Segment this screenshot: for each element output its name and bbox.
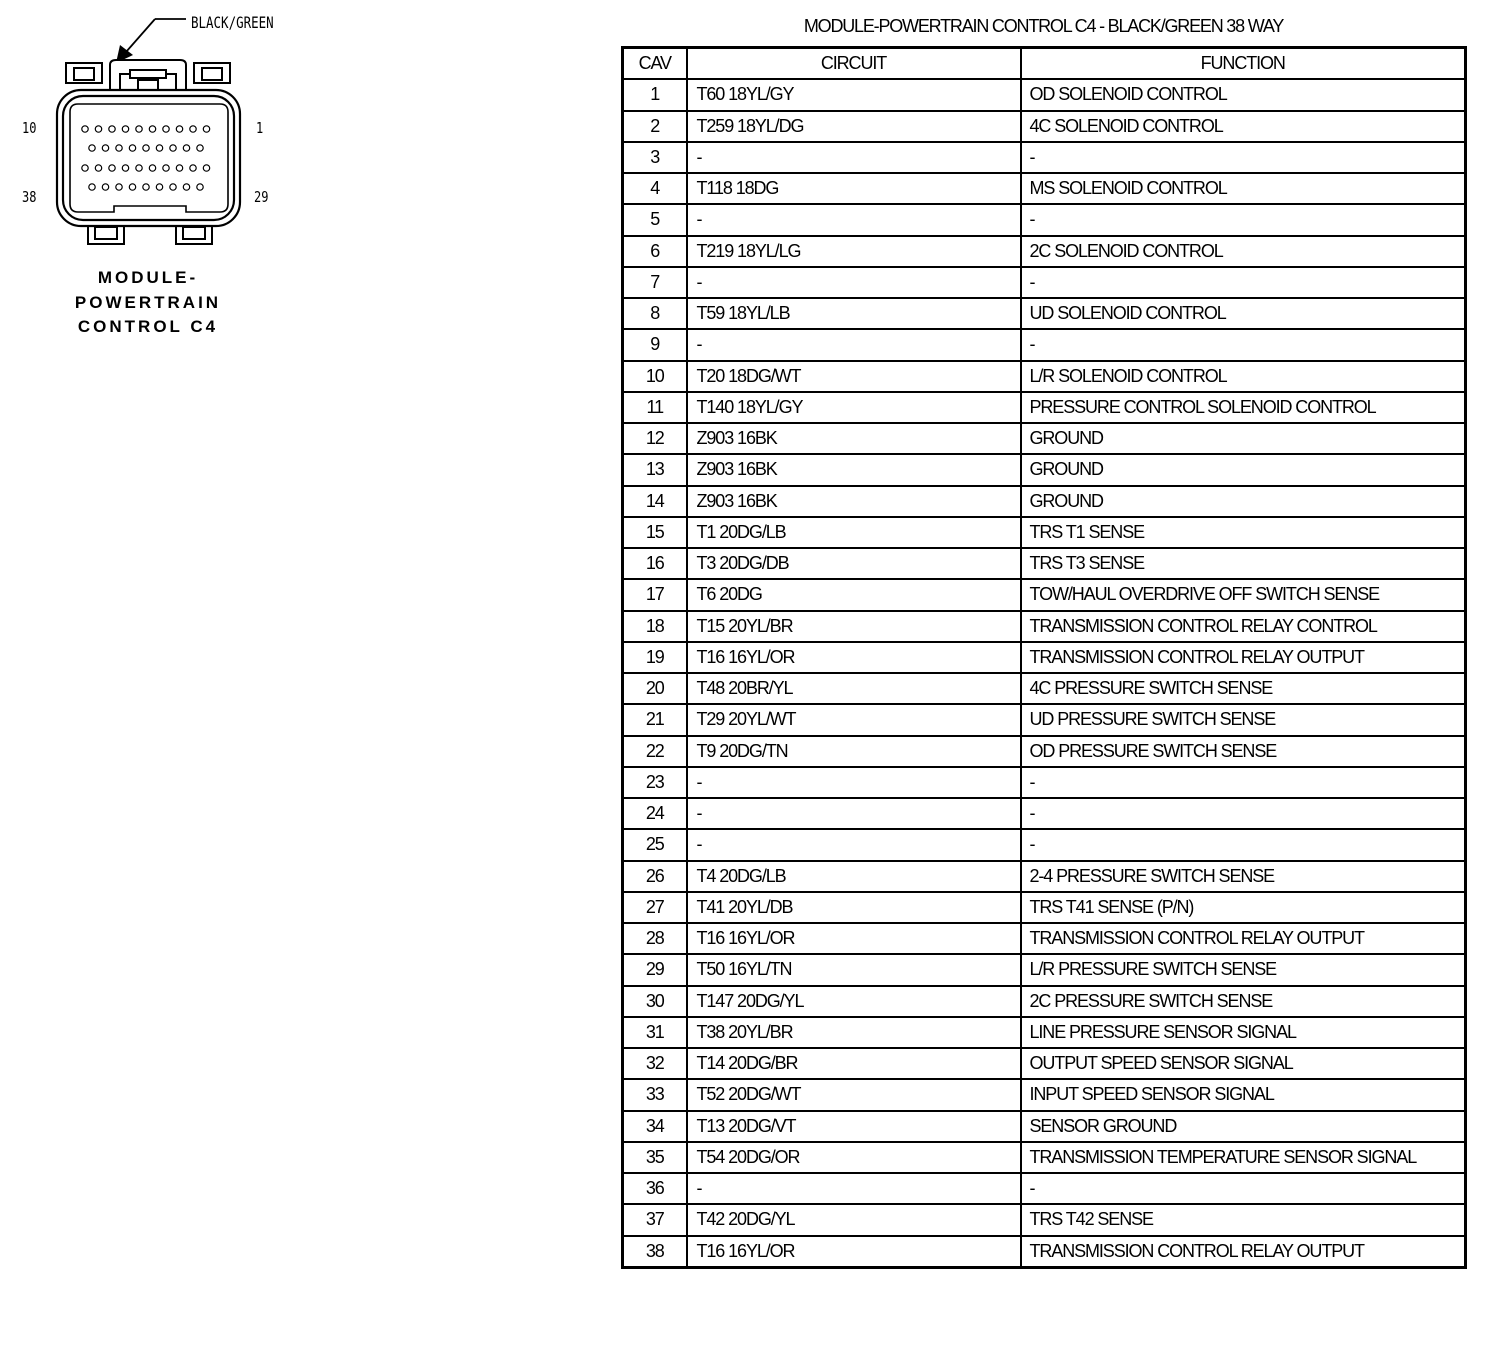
cav-cell: 25 [623,829,687,860]
function-cell: L/R SOLENOID CONTROL [1021,361,1466,392]
circuit-cell: T60 18YL/GY [687,79,1021,110]
circuit-cell: T219 18YL/LG [687,236,1021,267]
circuit-cell: T16 16YL/OR [687,1236,1021,1268]
table-row [623,392,1466,423]
table-row [623,1204,1466,1235]
header-circuit: CIRCUIT [687,48,1021,80]
connector-name-line: CONTROL C4 [77,317,219,336]
circuit-cell: T59 18YL/LB [687,298,1021,329]
cav-cell: 19 [623,642,687,673]
cav-cell: 2 [623,111,687,142]
pin-hole [136,165,142,171]
circuit-cell: T16 16YL/OR [687,642,1021,673]
table-row [623,579,1466,610]
function-cell: - [1021,798,1466,829]
function-cell: - [1021,829,1466,860]
table-row [623,1017,1466,1048]
function-cell: TOW/HAUL OVERDRIVE OFF SWITCH SENSE [1021,579,1466,610]
cav-cell: 10 [623,361,687,392]
cav-cell: 6 [623,236,687,267]
pinout-table [621,46,1467,1269]
pin-hole [89,184,95,190]
circuit-cell: T16 16YL/OR [687,923,1021,954]
function-cell: TRANSMISSION TEMPERATURE SENSOR SIGNAL [1021,1142,1466,1173]
table-row [623,1236,1466,1268]
cav-cell: 24 [623,798,687,829]
pin-hole [183,184,189,190]
cav-cell: 29 [623,954,687,985]
function-cell: 4C SOLENOID CONTROL [1021,111,1466,142]
pin-hole [197,184,203,190]
table-row [623,1142,1466,1173]
circuit-cell: T1 20DG/LB [687,517,1021,548]
cav-cell: 33 [623,1079,687,1110]
table-row [623,329,1466,360]
circuit-cell: T50 16YL/TN [687,954,1021,985]
connector-color-label: BLACK/GREEN [191,13,274,32]
cav-cell: 32 [623,1048,687,1079]
table-row [623,111,1466,142]
table-row [623,236,1466,267]
table-row [623,1173,1466,1204]
pin-hole [197,145,203,151]
pin-hole [89,145,95,151]
pin-hole [163,126,169,132]
cav-cell: 4 [623,173,687,204]
function-cell: 2C SOLENOID CONTROL [1021,236,1466,267]
table-row [623,173,1466,204]
cav-cell: 30 [623,986,687,1017]
pin-hole [176,165,182,171]
circuit-cell: - [687,204,1021,235]
circuit-cell: T147 20DG/YL [687,986,1021,1017]
function-cell: OD SOLENOID CONTROL [1021,79,1466,110]
pin-hole [122,165,128,171]
circuit-cell: T6 20DG [687,579,1021,610]
cav-cell: 27 [623,892,687,923]
pin-hole [143,184,149,190]
circuit-cell: T9 20DG/TN [687,736,1021,767]
circuit-cell: - [687,829,1021,860]
cav-cell: 13 [623,454,687,485]
pin-label-10: 10 [22,119,37,137]
function-cell: PRESSURE CONTROL SOLENOID CONTROL [1021,392,1466,423]
pin-hole [156,145,162,151]
pin-hole [116,145,122,151]
cav-cell: 7 [623,267,687,298]
cav-cell: 20 [623,673,687,704]
table-row [623,517,1466,548]
function-cell: - [1021,142,1466,173]
table-title: MODULE-POWERTRAIN CONTROL C4 - BLACK/GREEN 38 WAY [803,16,1284,36]
function-cell: TRS T41 SENSE (P/N) [1021,892,1466,923]
pin-hole [95,165,101,171]
circuit-cell: - [687,1173,1021,1204]
function-cell: OD PRESSURE SWITCH SENSE [1021,736,1466,767]
pin-label-38: 38 [22,188,37,206]
function-cell: OUTPUT SPEED SENSOR SIGNAL [1021,1048,1466,1079]
pin-hole [149,126,155,132]
circuit-cell: T20 18DG/WT [687,361,1021,392]
function-cell: 2-4 PRESSURE SWITCH SENSE [1021,861,1466,892]
cav-cell: 11 [623,392,687,423]
pin-hole [170,145,176,151]
function-cell: GROUND [1021,423,1466,454]
pin-hole [95,126,101,132]
cav-cell: 38 [623,1236,687,1268]
function-cell: LINE PRESSURE SENSOR SIGNAL [1021,1017,1466,1048]
function-cell: - [1021,267,1466,298]
cav-cell: 28 [623,923,687,954]
function-cell: TRANSMISSION CONTROL RELAY OUTPUT [1021,923,1466,954]
cav-cell: 9 [623,329,687,360]
connector-name-line: MODULE- [97,268,199,287]
pin-hole [203,165,209,171]
circuit-cell: T41 20YL/DB [687,892,1021,923]
circuit-cell: - [687,142,1021,173]
pin-hole [183,145,189,151]
cav-cell: 23 [623,767,687,798]
table-row [623,829,1466,860]
table-header-row [623,48,1466,80]
table-row [623,298,1466,329]
circuit-cell: T52 20DG/WT [687,1079,1021,1110]
circuit-cell: T4 20DG/LB [687,861,1021,892]
function-cell: GROUND [1021,454,1466,485]
circuit-cell: T38 20YL/BR [687,1017,1021,1048]
function-cell: TRANSMISSION CONTROL RELAY CONTROL [1021,611,1466,642]
table-row [623,142,1466,173]
pointer-arrow [126,19,186,52]
cav-cell: 21 [623,704,687,735]
cav-cell: 12 [623,423,687,454]
cav-cell: 8 [623,298,687,329]
cav-cell: 17 [623,579,687,610]
pin-hole [149,165,155,171]
pin-hole [82,126,88,132]
function-cell: 4C PRESSURE SWITCH SENSE [1021,673,1466,704]
pin-hole [143,145,149,151]
table-row [623,1079,1466,1110]
cav-cell: 31 [623,1017,687,1048]
circuit-cell: - [687,767,1021,798]
function-cell: SENSOR GROUND [1021,1111,1466,1142]
pin-hole [129,184,135,190]
connector-name-line: POWERTRAIN [74,292,222,312]
table-row [623,736,1466,767]
table-row [623,986,1466,1017]
pin-hole [190,126,196,132]
pin-label-29: 29 [254,188,269,206]
function-cell: - [1021,204,1466,235]
pin-hole [109,165,115,171]
cav-cell: 37 [623,1204,687,1235]
function-cell: GROUND [1021,486,1466,517]
cav-cell: 26 [623,861,687,892]
function-cell: UD SOLENOID CONTROL [1021,298,1466,329]
table-row [623,704,1466,735]
circuit-cell: T259 18YL/DG [687,111,1021,142]
circuit-cell: T15 20YL/BR [687,611,1021,642]
header-function: FUNCTION [1021,48,1466,80]
circuit-cell: T54 20DG/OR [687,1142,1021,1173]
circuit-cell: T118 18DG [687,173,1021,204]
table-row [623,611,1466,642]
pin-hole [109,126,115,132]
function-cell: TRANSMISSION CONTROL RELAY OUTPUT [1021,1236,1466,1268]
cav-cell: 16 [623,548,687,579]
cav-cell: 35 [623,1142,687,1173]
cav-cell: 1 [623,79,687,110]
cav-cell: 36 [623,1173,687,1204]
circuit-cell: Z903 16BK [687,454,1021,485]
table-row [623,923,1466,954]
pin-hole [163,165,169,171]
pin-hole [102,184,108,190]
table-row [623,673,1466,704]
pin-hole [203,126,209,132]
table-row [623,798,1466,829]
table-row [623,642,1466,673]
cav-cell: 3 [623,142,687,173]
function-cell: TRANSMISSION CONTROL RELAY OUTPUT [1021,642,1466,673]
function-cell: - [1021,767,1466,798]
cav-cell: 34 [623,1111,687,1142]
cav-cell: 18 [623,611,687,642]
table-row [623,423,1466,454]
function-cell: INPUT SPEED SENSOR SIGNAL [1021,1079,1466,1110]
circuit-cell: T14 20DG/BR [687,1048,1021,1079]
circuit-cell: - [687,267,1021,298]
circuit-cell: T140 18YL/GY [687,392,1021,423]
connector-body [57,90,240,226]
circuit-cell: T13 20DG/VT [687,1111,1021,1142]
connector-name [60,266,236,340]
circuit-cell: T42 20DG/YL [687,1204,1021,1235]
pin-hole [190,165,196,171]
cav-cell: 5 [623,204,687,235]
connector-diagram [0,0,330,260]
pin-hole [102,145,108,151]
pin-hole [176,126,182,132]
table-row [623,454,1466,485]
pin-hole [170,184,176,190]
pin-hole [129,145,135,151]
function-cell: MS SOLENOID CONTROL [1021,173,1466,204]
cav-cell: 14 [623,486,687,517]
pin-hole [116,184,122,190]
pin-hole [82,165,88,171]
table-row [623,361,1466,392]
function-cell: TRS T1 SENSE [1021,517,1466,548]
table-row [623,486,1466,517]
circuit-cell: T29 20YL/WT [687,704,1021,735]
table-row [623,892,1466,923]
circuit-cell: T3 20DG/DB [687,548,1021,579]
circuit-cell: Z903 16BK [687,486,1021,517]
function-cell: L/R PRESSURE SWITCH SENSE [1021,954,1466,985]
table-row [623,204,1466,235]
function-cell: UD PRESSURE SWITCH SENSE [1021,704,1466,735]
cav-cell: 22 [623,736,687,767]
pin-hole [136,126,142,132]
circuit-cell: - [687,798,1021,829]
cav-cell: 15 [623,517,687,548]
table-row [623,548,1466,579]
table-row [623,79,1466,110]
function-cell: TRS T3 SENSE [1021,548,1466,579]
table-row [623,861,1466,892]
function-cell: TRS T42 SENSE [1021,1204,1466,1235]
circuit-cell: T48 20BR/YL [687,673,1021,704]
pin-label-1: 1 [256,119,264,137]
function-cell: 2C PRESSURE SWITCH SENSE [1021,986,1466,1017]
function-cell: - [1021,329,1466,360]
header-cav: CAV [623,48,687,80]
table-row [623,954,1466,985]
table-row [623,267,1466,298]
table-row [623,1048,1466,1079]
circuit-cell: Z903 16BK [687,423,1021,454]
function-cell: - [1021,1173,1466,1204]
table-row [623,767,1466,798]
circuit-cell: - [687,329,1021,360]
pin-hole [122,126,128,132]
pin-hole [156,184,162,190]
table-row [623,1111,1466,1142]
